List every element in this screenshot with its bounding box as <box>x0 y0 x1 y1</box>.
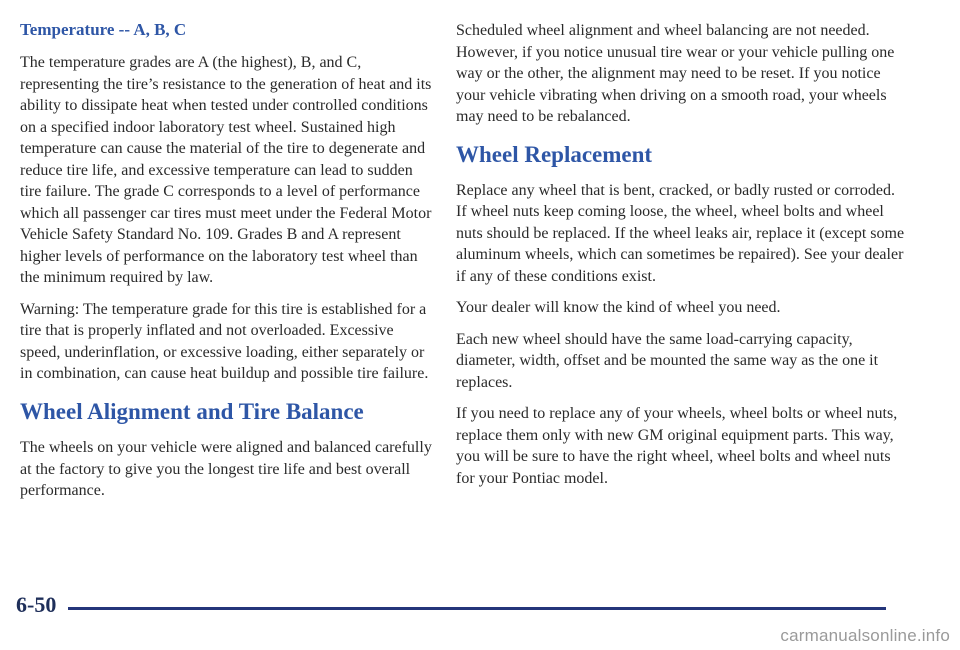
alignment-paragraph: The wheels on your vehicle were aligned and balanced carefully at the factory to give you the longest tire life and best overall performance. <box>20 439 432 500</box>
alignment-continued-paragraph: Scheduled wheel alignment and wheel balancing are not needed. However, if you notice unusual tire wear or your vehicle pulling one way or the other, the alignment may need to be reset. If you notice your vehicle vibrating when driving on a smooth road, your wheels may need to be rebalanced. <box>456 22 895 125</box>
replacement-paragraph-3: Each new wheel should have the same load-carrying capacity, diameter, width, offset and be mounted the same way as the one it replaces. <box>456 330 879 391</box>
watermark: carmanualsonline.info <box>780 626 950 645</box>
replacement-paragraph-4: If you need to replace any of your wheels, wheel bolts or wheel nuts, replace them only with new GM original equipment parts. This way, you will be sure to have the right wheel, wheel bolts and wheel nuts for your Pontiac model. <box>456 405 898 487</box>
left-column <box>20 20 435 512</box>
replacement-paragraph-1: Replace any wheel that is bent, cracked, or badly rusted or corroded. If wheel nuts keep coming loose, the wheel, wheel bolts and wheel nuts should be replaced. If the wheel leaks air, replace it (except some aluminum wheels, which can sometimes be repaired). See your dealer if any of these conditions exist. <box>456 181 905 285</box>
replacement-heading: Wheel Replacement <box>456 141 653 167</box>
temperature-warning-paragraph: Warning: The temperature grade for this tire is established for a tire that is properly inflated and not overloaded. Excessive speed, underinflation, or excessive loading, either separately or in combination, can cause heat buildup and possible tire failure. <box>20 300 429 383</box>
page-number: 6-50 <box>16 592 57 617</box>
alignment-heading: Wheel Alignment and Tire Balance <box>20 398 364 424</box>
temperature-paragraph-1: The temperature grades are A (the highest), B, and C, representing the tire’s resistance to the generation of heat and its ability to dissipate heat when tested under controlled conditions on a specified indoor laboratory test wheel. Sustained high temperature can cause the material of the tire to degenerate and reduce tire life, and excessive temperature can lead to sudden tire failure. The grade C corresponds to a level of performance which all passenger car tires must meet under the Federal Motor Vehicle Safety Standard No. 109. Grades B and A represent higher levels of performance on the laboratory test wheel than the minimum required by law. <box>20 54 432 287</box>
temperature-subheading: Temperature -- A, B, C <box>20 20 187 39</box>
replacement-paragraph-2: Your dealer will know the kind of wheel you need. <box>456 299 781 317</box>
footer-divider <box>68 607 886 610</box>
right-column <box>456 20 906 499</box>
